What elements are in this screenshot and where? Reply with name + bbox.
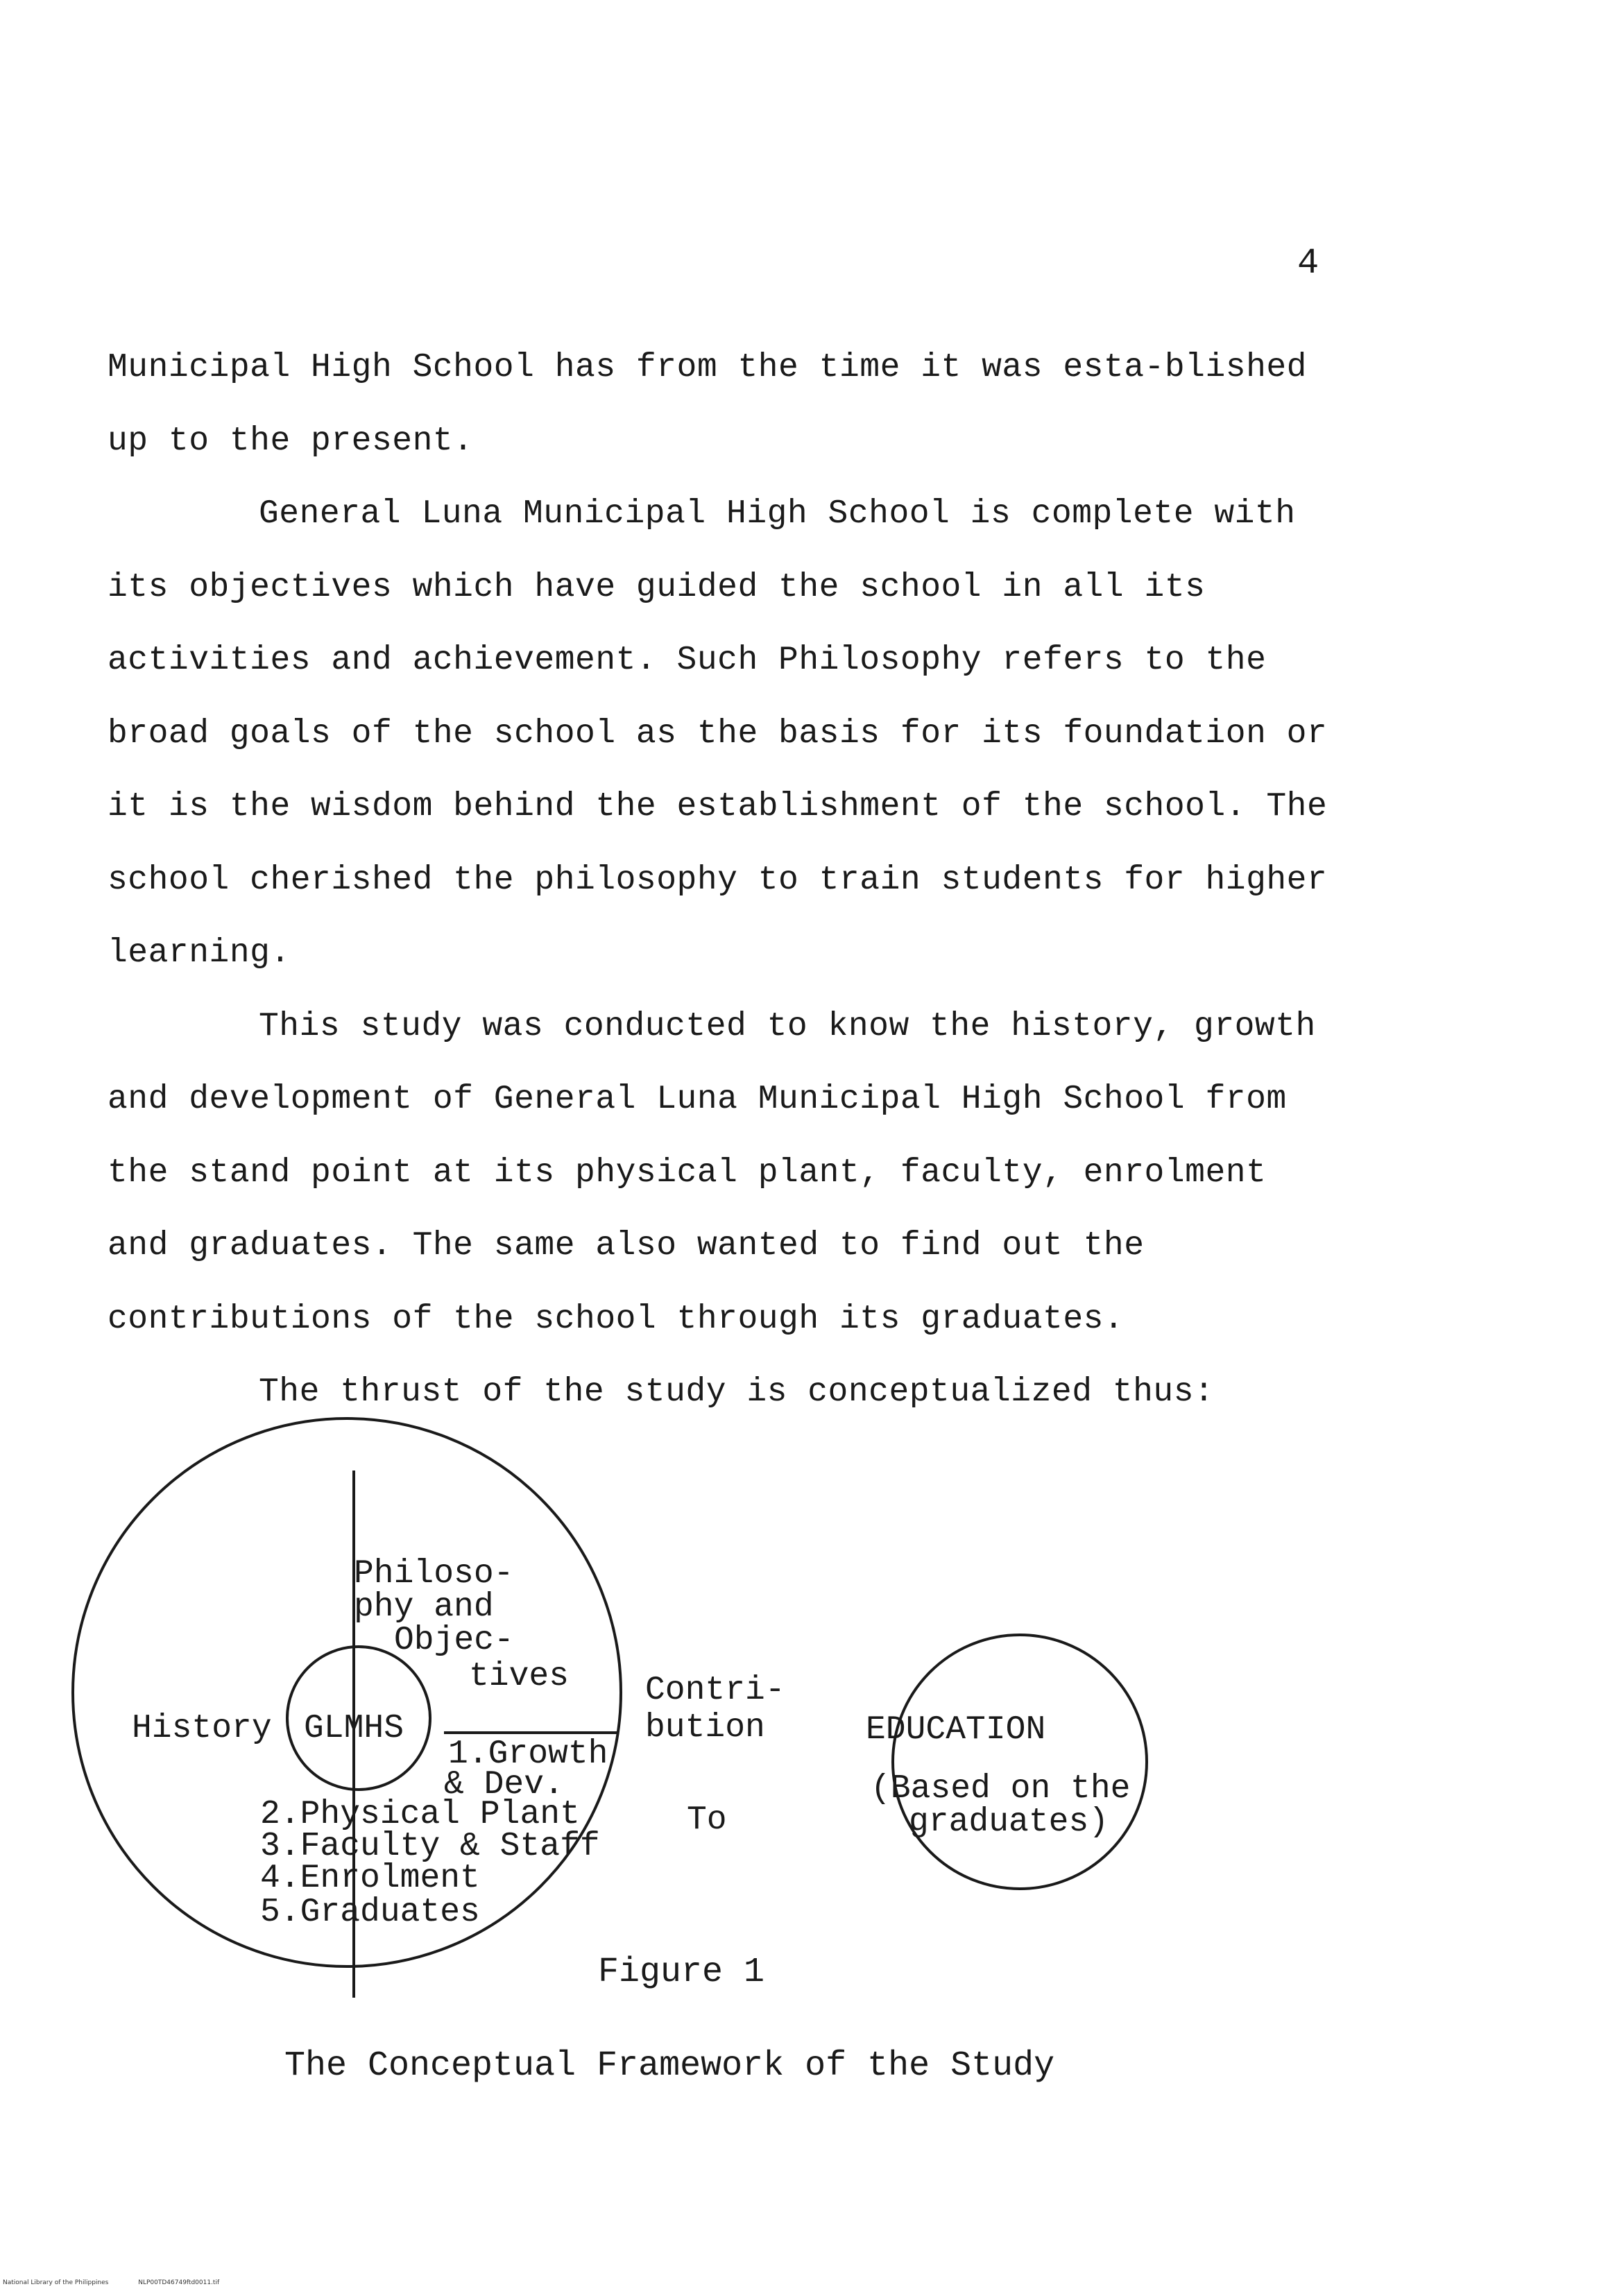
paragraph-study: This study was conducted to know the history, growth and development of General Luna Municipal High School from the stand point at its physical plant, faculty, enrolment and graduates. The same also wanted to find out the contributions of the school through its graduates. [108,1007,1316,1338]
list-item-faculty: 3.Faculty & Staff [260,1828,600,1865]
page-number: 4 [1297,243,1319,284]
to-label: To [687,1801,727,1839]
education-sub-line-1: (Based on the [871,1770,1131,1808]
philosophy-line-3: Objec- [394,1622,514,1659]
paragraph-objectives: General Luna Municipal High School is complete with its objectives which have guided the school in all its activities and achievement. Such Philosophy refers to the broad goals of the school as the basis for its foundation or it is the wisdom behind the establishment of the school. The school cherished the philosophy to train students for higher learning. [108,495,1328,972]
paragraph-continuation: Municipal High School has from the time it was esta-blished up to the present. [108,349,1307,460]
figure-caption: Figure 1 [598,1953,765,1992]
list-item-enrolment: 4.Enrolment [260,1860,480,1897]
list-item-physical-plant: 2.Physical Plant [260,1796,580,1833]
education-label: EDUCATION [866,1711,1046,1749]
footer-file: NLP00TD46749ftd0011.tif [138,2279,220,2286]
philosophy-line-2: phy and [354,1588,494,1626]
philosophy-line-4: tives [469,1658,570,1695]
philosophy-line-1: Philoso- [354,1555,514,1593]
growth-line-2: & Dev. [444,1766,564,1803]
glmhs-label: GLMHS [304,1710,404,1747]
footer-library: National Library of the Philippines [3,2279,109,2286]
contribution-line-1: Contri- [645,1672,785,1709]
figure-title: The Conceptual Framework of the Study [284,2046,1055,2086]
history-label: History [132,1710,272,1747]
education-sub-line-2: graduates) [909,1803,1109,1841]
growth-line-1: 1.Growth [448,1735,608,1773]
scan-footer [3,2279,247,2286]
paragraph-thrust: The thrust of the study is conceptualized thus: [259,1373,1215,1411]
contribution-line-2: bution [645,1709,765,1747]
list-item-graduates: 5.Graduates [260,1894,480,1931]
education-circle [893,1635,1147,1889]
